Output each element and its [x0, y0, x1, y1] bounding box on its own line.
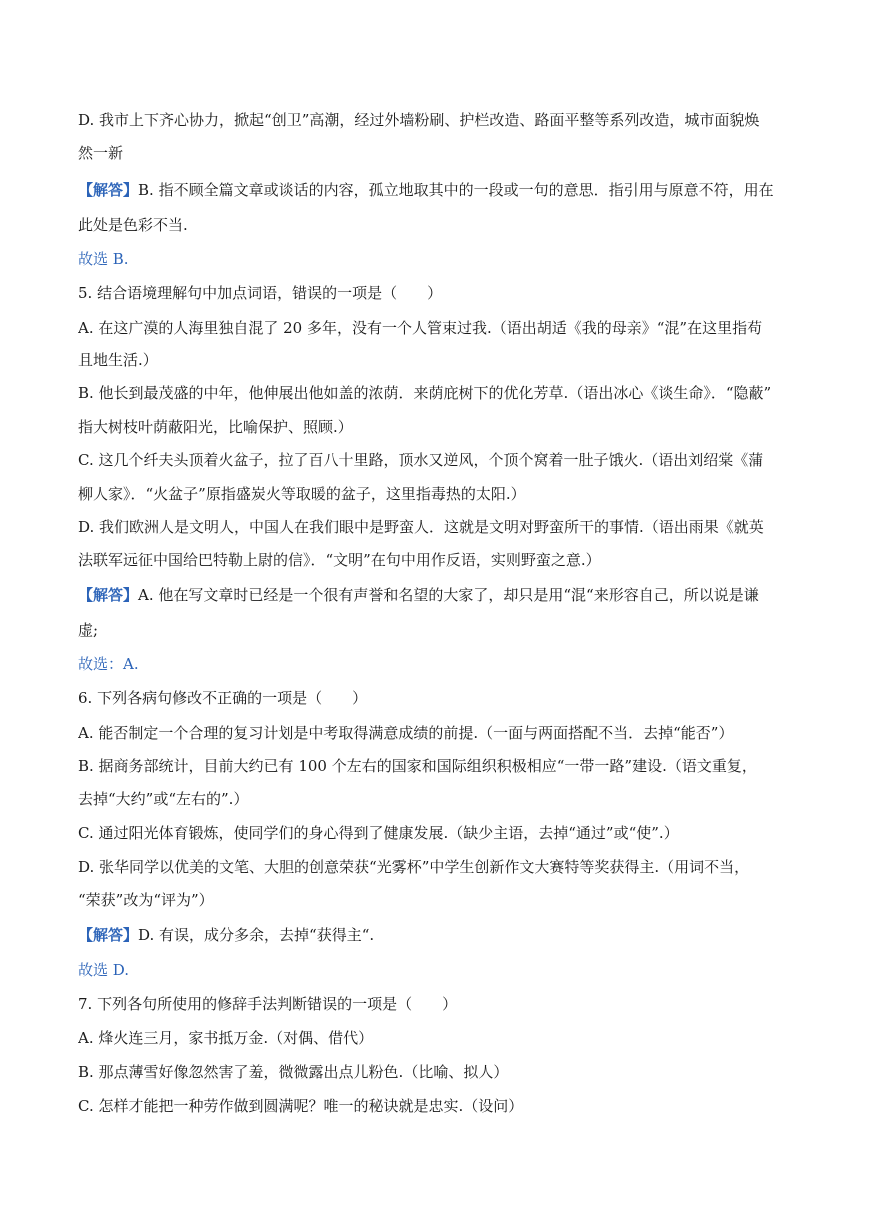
- q5-choice: 故选：A.: [78, 655, 139, 673]
- answer-tag: 【解答】: [78, 926, 139, 944]
- answer-text: B. 指不顾全篇文章或谈话的内容，孤立地取其中的一段或一句的意思．指引用与原意不符，用在: [138, 181, 774, 199]
- q6-option-d-line1: D. 张华同学以优美的文笔、大胆的创意荣获“光雾杯”中学生创新作文大赛特等奖获得主.（用词不当，: [78, 858, 750, 876]
- q4-choice: 故选 B.: [78, 250, 129, 268]
- q5-option-a-line2: 且地生活.）: [78, 351, 158, 369]
- q6-option-b-line2: 去掉“大约”或“左右的”.）: [78, 790, 249, 808]
- q7-stem: 7. 下列各句所使用的修辞手法判断错误的一项是（ ）: [78, 995, 458, 1013]
- q7-option-b-line1: B. 那点薄雪好像忽然害了羞，微微露出点儿粉色.（比喻、拟人）: [78, 1063, 509, 1081]
- answer-text: A. 他在写文章时已经是一个很有声誉和名望的大家了，却只是用“混“来形容自己，所以说是谦: [138, 586, 759, 604]
- q5-option-c-line1: C. 这几个纤夫头顶着火盆子，拉了百八十里路，顶水又逆风，个顶个窝着一肚子饿火.（语出刘绍棠《蒲: [78, 451, 764, 469]
- answer-text: D. 有误，成分多余，去掉“获得主“.: [138, 926, 375, 944]
- q5-option-b-line1: B. 他长到最茂盛的中年，他伸展出他如盖的浓荫．来荫庇树下的优化芳草.（语出冰心《谈生命》．“隐蔽”: [78, 384, 772, 402]
- q4-answer-line1: [78, 180, 798, 200]
- q4-answer-line2: 此处是色彩不当.: [78, 216, 188, 234]
- q7-option-a-line1: A. 烽火连三月，家书抵万金.（对偶、借代）: [78, 1029, 374, 1047]
- q6-option-c-line1: C. 通过阳光体育锻炼，使同学们的身心得到了健康发展.（缺少主语，去掉“通过”或“使”.）: [78, 824, 679, 842]
- q5-answer-line1: [78, 585, 798, 605]
- q5-option-a-line1: A. 在这广漠的人海里独自混了 20 多年，没有一个人管束过我.（语出胡适《我的母亲》“混”在这里指苟: [78, 319, 763, 337]
- q5-option-b-line2: 指大树枝叶荫蔽阳光，比喻保护、照顾.）: [78, 418, 353, 436]
- q5-option-d-line2: 法联军远征中国给巴特勒上尉的信》．“文明”在句中用作反语，实则野蛮之意.）: [78, 551, 601, 569]
- q5-option-d-line1: D. 我们欧洲人是文明人，中国人在我们眼中是野蛮人．这就是文明对野蛮所干的事情.（语出雨果《就英: [78, 518, 764, 536]
- q6-option-a-line1: A. 能否制定一个合理的复习计划是中考取得满意成绩的前提.（一面与两面搭配不当．去掉“能否”）: [78, 724, 734, 742]
- answer-tag: 【解答】: [78, 586, 139, 604]
- q5-option-c-line2: 柳人家》．“火盆子”原指盛炭火等取暖的盆子，这里指毒热的太阳.）: [78, 485, 526, 503]
- answer-tag: 【解答】: [78, 181, 139, 199]
- q6-stem: 6. 下列各病句修改不正确的一项是（ ）: [78, 689, 368, 707]
- q7-option-c-line1: C. 怎样才能把一种劳作做到圆满呢？唯一的秘诀就是忠实.（设问）: [78, 1097, 524, 1115]
- q6-answer-line1: [78, 925, 798, 945]
- q5-answer-line2: 虚;: [78, 621, 99, 639]
- q6-option-b-line1: B. 据商务部统计，目前大约已有 100 个左右的国家和国际组织积极相应“一带一路”建设.（语文重复，: [78, 757, 757, 775]
- q4-option-d-line1: D. 我市上下齐心协力，掀起“创卫”高潮，经过外墙粉刷、护栏改造、路面平整等系列改造，城市面貌焕: [78, 111, 760, 129]
- q4-option-d-line2: 然一新: [78, 144, 124, 162]
- q5-stem: 5. 结合语境理解句中加点词语，错误的一项是（ ）: [78, 284, 443, 302]
- q6-option-d-line2: “荣获”改为“评为”）: [78, 891, 214, 909]
- q6-choice: 故选 D.: [78, 961, 130, 979]
